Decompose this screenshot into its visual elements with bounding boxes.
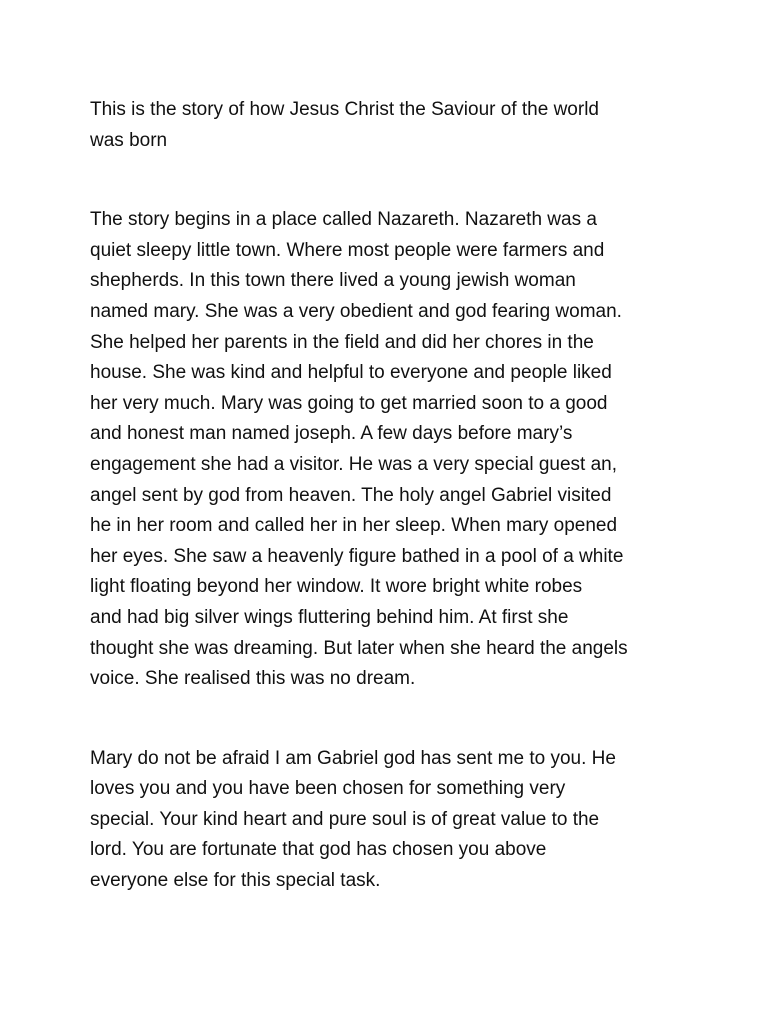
text-line: Mary do not be afraid I am Gabriel god has sent me to you. He bbox=[90, 747, 616, 769]
text-line: loves you and you have been chosen for something very bbox=[90, 778, 566, 800]
text-line: house. She was kind and helpful to everyone and people liked bbox=[90, 362, 612, 384]
text-line: angel sent by god from heaven. The holy angel Gabriel visited bbox=[90, 484, 612, 506]
text-line: light floating beyond her window. It wore bright white robes bbox=[90, 576, 583, 598]
text-line: named mary. She was a very obedient and god fearing woman. bbox=[90, 300, 622, 322]
body-paragraph-2 bbox=[90, 744, 708, 897]
text-line: thought she was dreaming. But later when she heard the angels bbox=[90, 637, 628, 659]
text-line: her very much. Mary was going to get married soon to a good bbox=[90, 392, 608, 414]
text-line: The story begins in a place called Nazareth. Nazareth was a bbox=[90, 209, 597, 231]
text-line: She helped her parents in the field and did her chores in the bbox=[90, 331, 594, 353]
body-paragraph-1 bbox=[90, 205, 708, 695]
text-line: her eyes. She saw a heavenly figure bathed in a pool of a white bbox=[90, 545, 624, 567]
text-line: quiet sleepy little town. Where most people were farmers and bbox=[90, 239, 605, 261]
text-line: and honest man named joseph. A few days before mary’s bbox=[90, 423, 573, 445]
text-line: This is the story of how Jesus Christ the Saviour of the world bbox=[90, 99, 599, 120]
title-paragraph bbox=[90, 95, 708, 156]
text-line: shepherds. In this town there lived a young jewish woman bbox=[90, 270, 576, 292]
text-line: voice. She realised this was no dream. bbox=[90, 668, 416, 690]
text-line: and had big silver wings fluttering behind him. At first she bbox=[90, 606, 569, 628]
text-line: he in her room and called her in her sleep. When mary opened bbox=[90, 515, 618, 537]
text-line: was born bbox=[90, 129, 168, 151]
text-line: everyone else for this special task. bbox=[90, 870, 381, 892]
text-line: engagement she had a visitor. He was a very special guest an, bbox=[90, 453, 618, 475]
text-line: lord. You are fortunate that god has chosen you above bbox=[90, 839, 547, 861]
text-line: special. Your kind heart and pure soul is of great value to the bbox=[90, 808, 600, 830]
